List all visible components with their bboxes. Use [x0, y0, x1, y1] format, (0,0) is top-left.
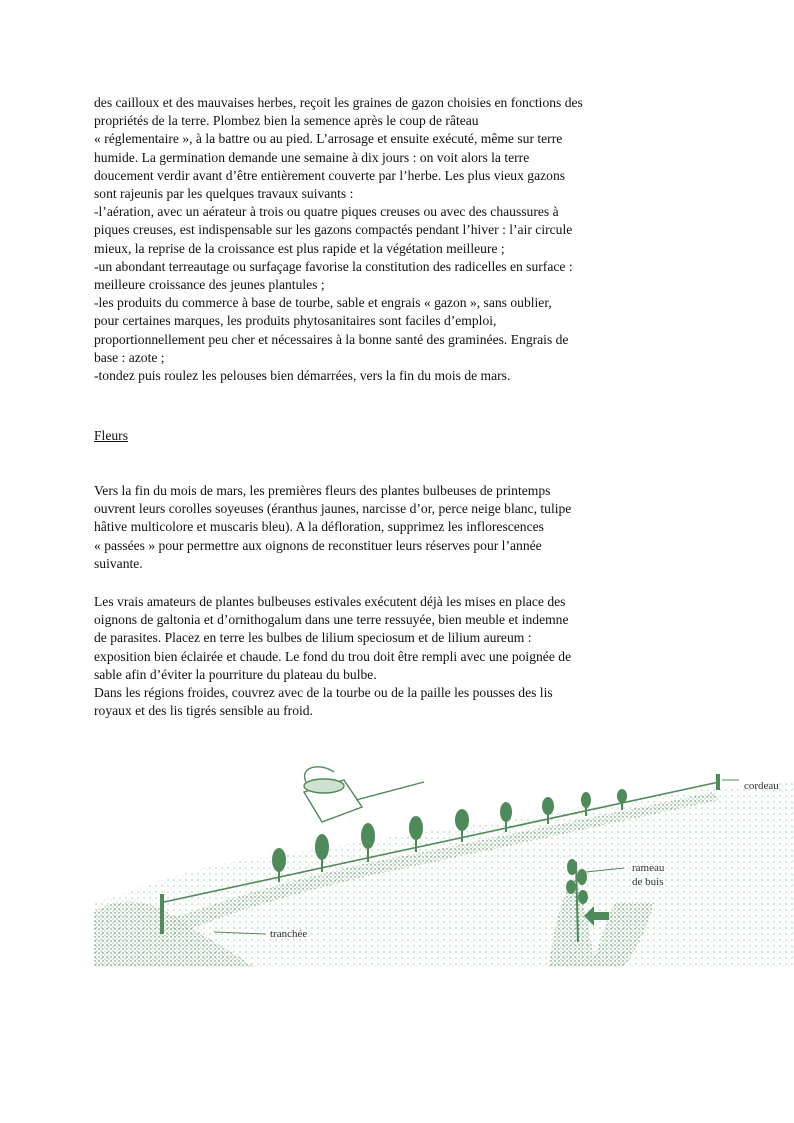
- text-line: royaux et des lis tigrés sensible au froid.: [94, 703, 313, 719]
- text-line: propriétés de la terre. Plombez bien la semence après le coup de râteau: [94, 113, 479, 129]
- label-tranchee: tranchée: [270, 928, 308, 940]
- text-line: exposition bien éclairée et chaude. Le fond du trou doit être rempli avec une poignée de: [94, 648, 572, 664]
- text-line: proportionnellement peu cher et nécessaires à la bonne santé des graminées. Engrais de: [94, 331, 569, 347]
- text-line: meilleure croissance des jeunes plantules ;: [94, 277, 325, 293]
- text-line: ouvrent leurs corolles soyeuses (éranthus jaunes, narcisse d’or, perce neige blanc, tulipe: [94, 501, 572, 517]
- intro-text-block: [94, 94, 704, 385]
- cordeau-stake-left: [160, 894, 164, 934]
- paragraph-bulbs-summer: [94, 593, 704, 720]
- text-line: doucement verdir avant d’être entièrement couverte par l’herbe. Les plus vieux gazons: [94, 167, 566, 183]
- text-line: sont rajeunis par les quelques travaux suivants :: [94, 186, 354, 202]
- illustration-drawing: [94, 752, 794, 977]
- text-line: Les vrais amateurs de plantes bulbeuses estivales exécutent déjà les mises en place des: [94, 594, 566, 609]
- text-line: hâtive multicolore et muscaris bleu). A la défloration, supprimez les inflorescences: [94, 519, 544, 535]
- text-line: oignons de galtonia et d’ornithogalum dans une terre ressuyée, bien meuble et indemne: [94, 612, 569, 628]
- text-line: mieux, la reprise de la croissance est plus rapide et la végétation meilleure ;: [94, 240, 505, 256]
- hedge-planting-illustration: [94, 752, 794, 977]
- label-rameau: rameau: [632, 862, 665, 874]
- label-de-buis: de buis: [632, 876, 664, 888]
- text-line: sable afin d’éviter la pourriture du plateau du bulbe.: [94, 666, 377, 682]
- watering-can: [304, 767, 424, 822]
- text-line: pour certaines marques, les produits phytosanitaires sont faciles d’emploi,: [94, 313, 497, 329]
- text-line: base : azote ;: [94, 349, 165, 365]
- text-line: « réglementaire », à la battre ou au pied. L’arrosage et ensuite exécuté, même sur terre: [94, 131, 563, 147]
- text-line: -un abondant terreautage ou surfaçage favorise la constitution des radicelles en surface :: [94, 258, 573, 274]
- text-line: suivante.: [94, 555, 143, 571]
- text-line: Vers la fin du mois de mars, les premières fleurs des plantes bulbeuses de printemps: [94, 483, 551, 498]
- section-heading-fleurs: Fleurs: [94, 428, 128, 443]
- text-line: de parasites. Placez en terre les bulbes de lilium speciosum et de lilium aureum :: [94, 630, 532, 646]
- text-line: -les produits du commerce à base de tourbe, sable et engrais « gazon », sans oublier,: [94, 295, 552, 311]
- text-line: -tondez puis roulez les pelouses bien démarrées, vers la fin du mois de mars.: [94, 368, 511, 384]
- label-cordeau: cordeau: [744, 780, 779, 792]
- text-line: Dans les régions froides, couvrez avec de la tourbe ou de la paille les pousses des lis: [94, 685, 553, 701]
- paragraph-bulbs-spring: [94, 482, 704, 573]
- text-line: « passées » pour permettre aux oignons de reconstituer leurs réserves pour l’année: [94, 537, 542, 553]
- text-line: humide. La germination demande une semaine à dix jours : on voit alors la terre: [94, 149, 530, 165]
- cordeau-stake-right: [716, 774, 720, 790]
- text-line: -l’aération, avec un aérateur à trois ou quatre piques creuses ou avec des chaussures à: [94, 204, 559, 220]
- text-line: piques creuses, est indispensable sur les gazons compactés pendant l’hiver : l’air circule: [94, 222, 573, 238]
- text-line: des cailloux et des mauvaises herbes, reçoit les graines de gazon choisies en fonctions des: [94, 95, 583, 110]
